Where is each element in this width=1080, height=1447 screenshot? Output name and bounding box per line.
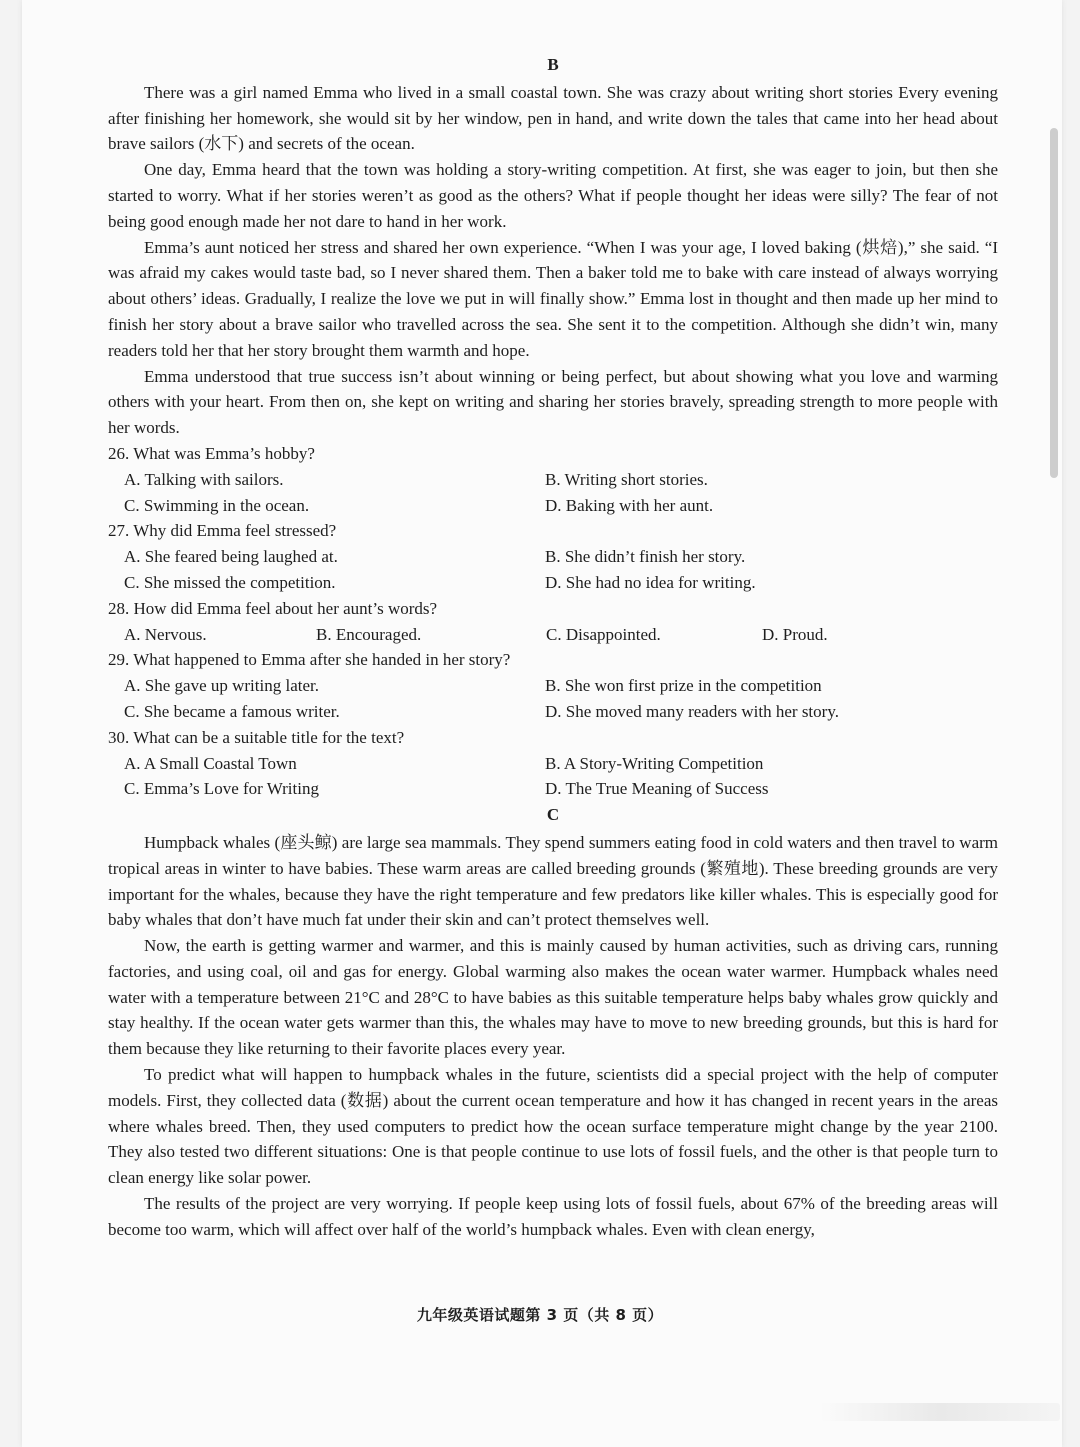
section-c-paragraph: The results of the project are very worrying. If people keep using lots of fossil fuels, about 67% of the breeding areas will become too warm, which will affect over half of the world’s humpback whales. Even with clean energy,: [108, 1194, 998, 1239]
option-b: B. Encouraged.: [316, 624, 422, 644]
watermark: [820, 1403, 1060, 1421]
option-b: B. Writing short stories.: [545, 469, 708, 489]
option-c: C. Swimming in the ocean.: [124, 495, 310, 515]
section-b-paragraph: Emma understood that true success isn’t about winning or being perfect, but about showing what you love and warming others with your heart. From then on, she kept on writing and sharing her stories bravely, spreading strength to more people with her words.: [108, 366, 998, 438]
question-stem: 26. What was Emma’s hobby?: [108, 443, 315, 463]
option-d: D. She moved many readers with her story.: [545, 701, 839, 721]
option-b: B. A Story-Writing Competition: [545, 753, 764, 773]
question-30: [108, 725, 998, 802]
option-a: A. She gave up writing later.: [124, 676, 319, 696]
question-stem: 28. How did Emma feel about her aunt’s words?: [108, 598, 438, 618]
option-b: B. She didn’t finish her story.: [545, 547, 746, 567]
question-stem: 27. Why did Emma feel stressed?: [108, 521, 337, 541]
option-c: C. She became a famous writer.: [124, 701, 340, 721]
question-29: [108, 647, 998, 724]
option-d: D. She had no idea for writing.: [545, 572, 756, 592]
section-c-heading: C: [546, 805, 560, 825]
option-a: A. A Small Coastal Town: [124, 753, 297, 773]
option-c: C. Disappointed.: [546, 624, 661, 644]
question-options: [108, 544, 998, 596]
option-a: A. She feared being laughed at.: [124, 547, 338, 567]
question-28: [108, 596, 998, 648]
option-c: C. She missed the competition.: [124, 572, 336, 592]
question-options: [108, 622, 998, 648]
section-c-paragraph: To predict what will happen to humpback whales in the future, scientists did a special project with the help of computer models. First, they collected data (数据) about the current ocean temperature and how it has changed in recent years in the areas where whales breed. Then, they used computers to predict how the ocean surface temperature might change by the year 2100. They also tested two different situations: One is that people continue to use lots of fossil fuels, and the other is that people turn to clean energy like solar power.: [108, 1065, 998, 1188]
question-27: [108, 518, 998, 595]
section-c-paragraph: Humpback whales (座头鲸) are large sea mammals. They spend summers eating food in cold waters and then travel to warm tropical areas in winter to have babies. These warm areas are called breeding grounds (繁殖地). These breeding grounds are very important for the whales, because they have the right temperature and few predators like killer whales. This is especially good for baby whales that don’t have much fat under their skin and can’t protect themselves well.: [108, 832, 998, 930]
question-26: [108, 441, 998, 518]
question-options: [108, 467, 998, 519]
question-options: [108, 751, 998, 803]
question-stem: 30. What can be a suitable title for the text?: [108, 727, 405, 747]
scrollbar[interactable]: [1050, 128, 1058, 478]
option-b: B. She won first prize in the competition: [545, 676, 822, 696]
page-footer: 九年级英语试题第 3 页（共 8 页）: [416, 1306, 664, 1324]
section-b-heading: B: [547, 55, 559, 74]
option-a: A. Talking with sailors.: [124, 469, 284, 489]
question-stem: 29. What happened to Emma after she handed in her story?: [108, 650, 511, 670]
section-c-paragraph: Now, the earth is getting warmer and warmer, and this is mainly caused by human activities, such as driving cars, running factories, and using coal, oil and gas for energy. Global warming also makes the ocean water warmer. Humpback whales need water with a temperature between 21°C and 28°C to have babies as this suitable temperature helps baby whales grow quickly and stay healthy. If the ocean water gets warmer than this, the whales may have to move to new breeding grounds, but this is hard for them because they like returning to their favorite places every year.: [108, 936, 998, 1059]
option-a: A. Nervous.: [124, 624, 207, 644]
option-d: D. Proud.: [762, 624, 828, 644]
option-d: D. The True Meaning of Success: [545, 779, 769, 799]
question-options: [108, 673, 998, 725]
section-b-paragraph: One day, Emma heard that the town was holding a story-writing competition. At first, she was eager to join, but then she started to worry. What if her stories weren’t as good as the others? What if people thought her ideas were silly? The fear of not being good enough made her not dare to hand in her work.: [108, 160, 998, 231]
option-c: C. Emma’s Love for Writing: [124, 779, 319, 799]
section-b-paragraph: There was a girl named Emma who lived in a small coastal town. She was crazy about writing short stories Every evening after finishing her homework, she would sit by her window, pen in hand, and write down the tales that came into her head about brave sailors (水下) and secrets of the ocean.: [108, 82, 998, 154]
page-content: [108, 52, 998, 1243]
option-d: D. Baking with her aunt.: [545, 495, 714, 515]
section-b-paragraph: Emma’s aunt noticed her stress and shared her own experience. “When I was your age, I loved baking (烘焙),” she said. “I was afraid my cakes would taste bad, so I never shared them. Then a baker told me to bake with care instead of always worrying about others’ ideas. Gradually, I realize the love we put in will finally show.” Emma lost in thought and then made up her mind to finish her story about a brave sailor who travelled across the sea. She sent it to the competition. Although she didn’t win, many readers told her that her story brought them warmth and hope.: [108, 237, 998, 360]
exam-page: [22, 0, 1062, 1447]
